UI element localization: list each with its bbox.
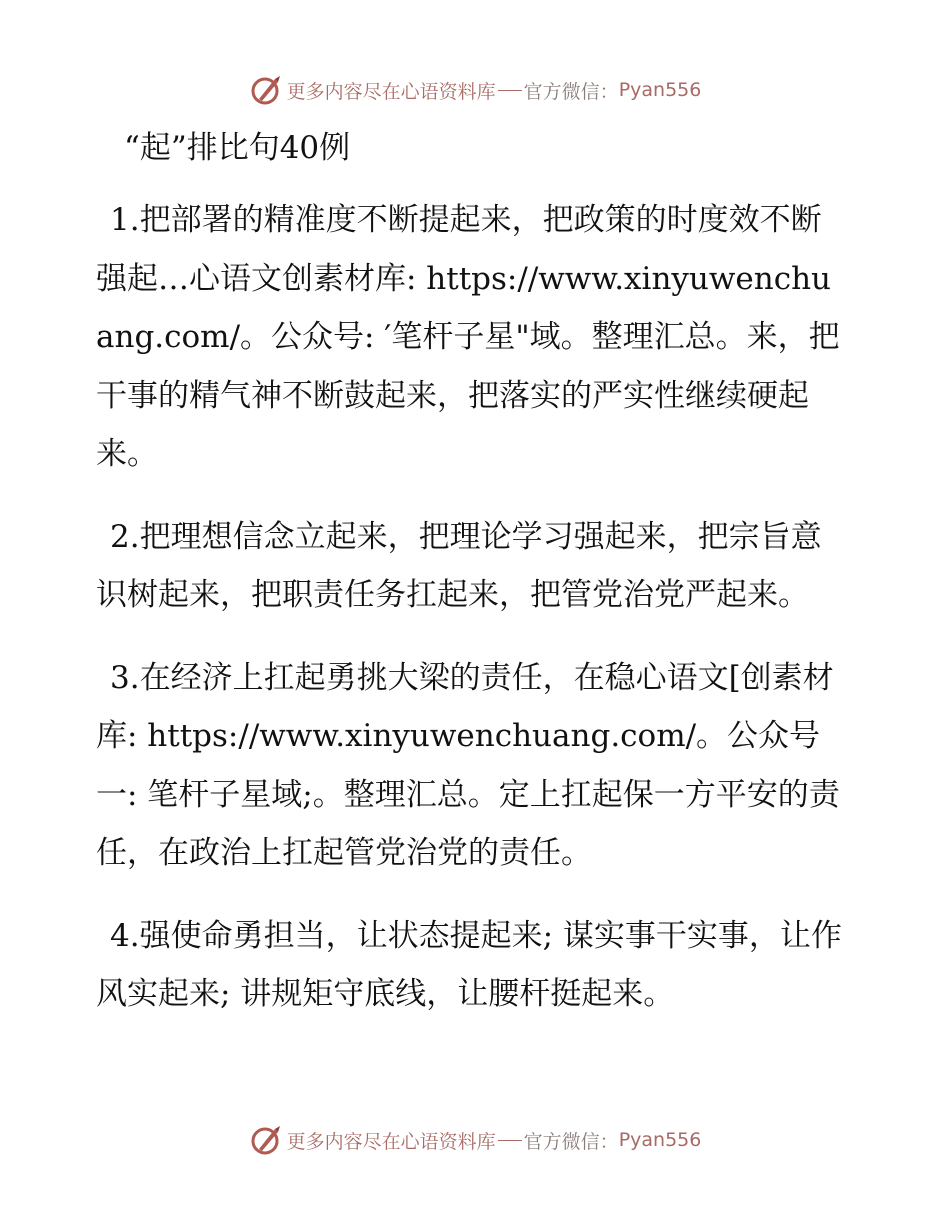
document-title: “起”排比句40例	[124, 130, 351, 166]
header-watermark	[0, 70, 950, 110]
watermark-id: Pyan556	[618, 1129, 702, 1151]
watermark-sub: 官方微信：	[523, 80, 619, 103]
watermark-brand: 更多内容尽在心语资料库	[286, 80, 496, 103]
watermark-dash	[498, 90, 522, 91]
quill-pen-circle-icon	[249, 73, 283, 107]
watermark-sub: 官方微信：	[523, 1130, 619, 1153]
watermark-group	[249, 73, 702, 107]
watermark-dash	[498, 1140, 522, 1141]
paragraph-1: 1.把部署的精准度不断提起来，把政策的时度效不断强起…心语文创素材库: https://www.xinyuwenchuang.com/。公众号: ′笔杆子星"域。整理汇总。来，把干事的精气神不断鼓起来，把落实的严实性继续硬起来。	[96, 202, 840, 472]
quill-pen-circle-icon	[249, 1123, 283, 1157]
watermark-group	[249, 1123, 702, 1157]
paragraph-2: 2.把理想信念立起来，把理论学习强起来，把宗旨意识树起来，把职责任务扛起来，把管党治党严起来。	[96, 518, 822, 613]
watermark-id: Pyan556	[618, 79, 702, 101]
paragraph-3: 3.在经济上扛起勇挑大梁的责任，在稳心语文[创素材库: https://www.xinyuwenchuang.com/。公众号一: 笔杆子星域;。整理汇总。定上扛起保一方平安的责任，在政治上扛起管党治党的责任。	[96, 659, 840, 871]
watermark-brand: 更多内容尽在心语资料库	[286, 1130, 496, 1153]
footer-watermark	[0, 1120, 950, 1160]
document-body	[96, 191, 848, 1048]
paragraph-4: 4.强使命勇担当，让状态提起来; 谋实事干实事，让作风实起来; 讲规矩守底线，让腰杆挺起来。	[96, 917, 842, 1012]
